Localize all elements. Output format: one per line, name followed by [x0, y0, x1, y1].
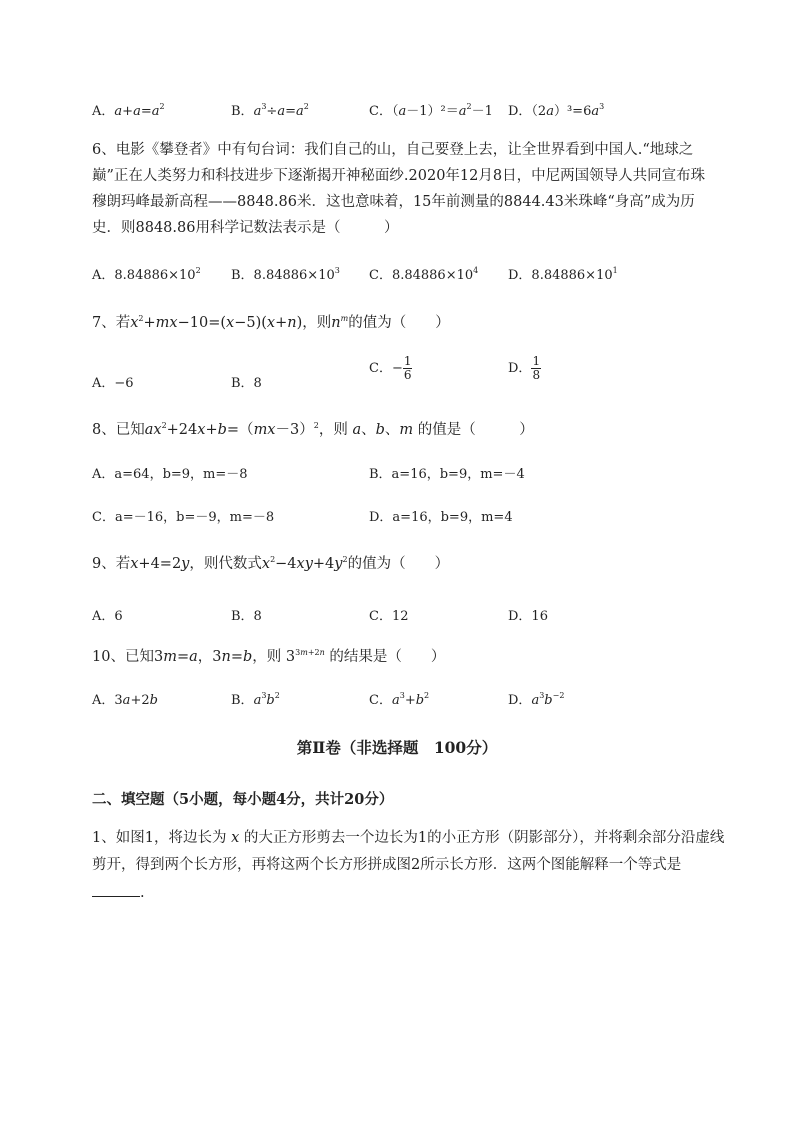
- q6-option-b: B．$8.84886\times 10^3$: [231, 266, 340, 283]
- q7-stem: 7、若$x^2+mx-10=(x-5)(x+n)$，则$n^m$的值为（ ）: [92, 314, 450, 331]
- q9-stem: 9、若x+4=2y，则代数式$x^2-4xy+4y^2$的值为（ ）: [92, 555, 450, 572]
- q8-option-d: D．a=16，b=9，m=4: [369, 510, 513, 525]
- q8-stem: 8、已知$ax^2+24x+b=(mx-3)^2$，则 a、b、m 的值是（ ）: [92, 421, 534, 438]
- q8-option-b: B．a=16，b=9，m=－4: [369, 467, 525, 482]
- q10-option-d: D．$a^3b^{-2}$: [508, 691, 565, 708]
- q5-option-d: D．$(2a)^3=6a^3$: [508, 102, 605, 119]
- q7-option-a: A．−6: [92, 376, 134, 391]
- q7-option-d: D． $\frac{1}{8}$: [508, 354, 541, 382]
- q10-option-c: C．$a^3+b^2$: [369, 691, 430, 708]
- fill-q1-line-2: 剪开，得到两个长方形，再将这两个长方形拼成图2所示长方形．这两个图能解释一个等式是: [92, 857, 682, 873]
- q5-option-b: B．$a^3\div a=a^2$: [231, 102, 309, 119]
- answer-blank[interactable]: [92, 884, 140, 897]
- q6-stem-line-3: 穆朗玛峰最新高程——8848.86米．这也意味着，15年前测量的8844.43米珠峰“身高”成为历: [92, 194, 695, 210]
- q9-option-b: B．8: [231, 609, 262, 624]
- q6-stem-line-4: 史．则8848.86用科学记数法表示是（ ）: [92, 220, 399, 236]
- part-title: 二、填空题（5小题，每小题4分，共计20分）: [92, 791, 394, 808]
- fraction: $\frac{1}{6}$: [403, 354, 412, 382]
- q5-option-c: C．$(a-1)^2=a^2-1$: [369, 102, 493, 119]
- fill-q1-line-3: .: [92, 883, 145, 903]
- q10-option-a: A．3a+2b: [92, 693, 158, 708]
- q6-option-d: D．$8.84886\times 10^1$: [508, 266, 618, 283]
- q9-option-c: C．12: [369, 609, 409, 624]
- q6-stem-line-1: 6、电影《攀登者》中有句台词：我们自己的山，自己要登上去，让全世界看到中国人.“地球之: [92, 142, 694, 158]
- q5-option-a: A．$a+a=a^2$: [92, 102, 165, 119]
- fraction: $\frac{1}{8}$: [532, 354, 541, 382]
- q7-option-c: C．− $\frac{1}{6}$: [369, 354, 412, 382]
- q10-stem: 10、已知3m=a，3n=b，则 $3^{3m+2n}$ 的结果是（ ）: [92, 648, 446, 665]
- q6-stem-line-2: 巅”正在人类努力和科技进步下逐渐揭开神秘面纱.2020年12月8日，中尼两国领导人共同宣布珠: [92, 168, 706, 184]
- q9-option-d: D．16: [508, 609, 548, 624]
- q7-option-b: B．8: [231, 376, 262, 391]
- q8-option-c: C．a=－16，b=－9，m=－8: [92, 510, 275, 525]
- q9-option-a: A．6: [92, 609, 123, 624]
- fill-q1-line-1: 1、如图1，将边长为 x 的大正方形剪去一个边长为1的小正方形（阴影部分），并将剩余部分沿虚线: [92, 830, 725, 846]
- q10-option-b: B．$a^3b^2$: [231, 691, 280, 708]
- q8-option-a: A．a=64，b=9，m=－8: [92, 467, 248, 482]
- section-title: 第Ⅱ卷（非选择题 100分）: [296, 738, 498, 757]
- q6-option-a: A．$8.84886\times 10^2$: [92, 266, 201, 283]
- q6-option-c: C．$8.84886\times 10^4$: [369, 266, 479, 283]
